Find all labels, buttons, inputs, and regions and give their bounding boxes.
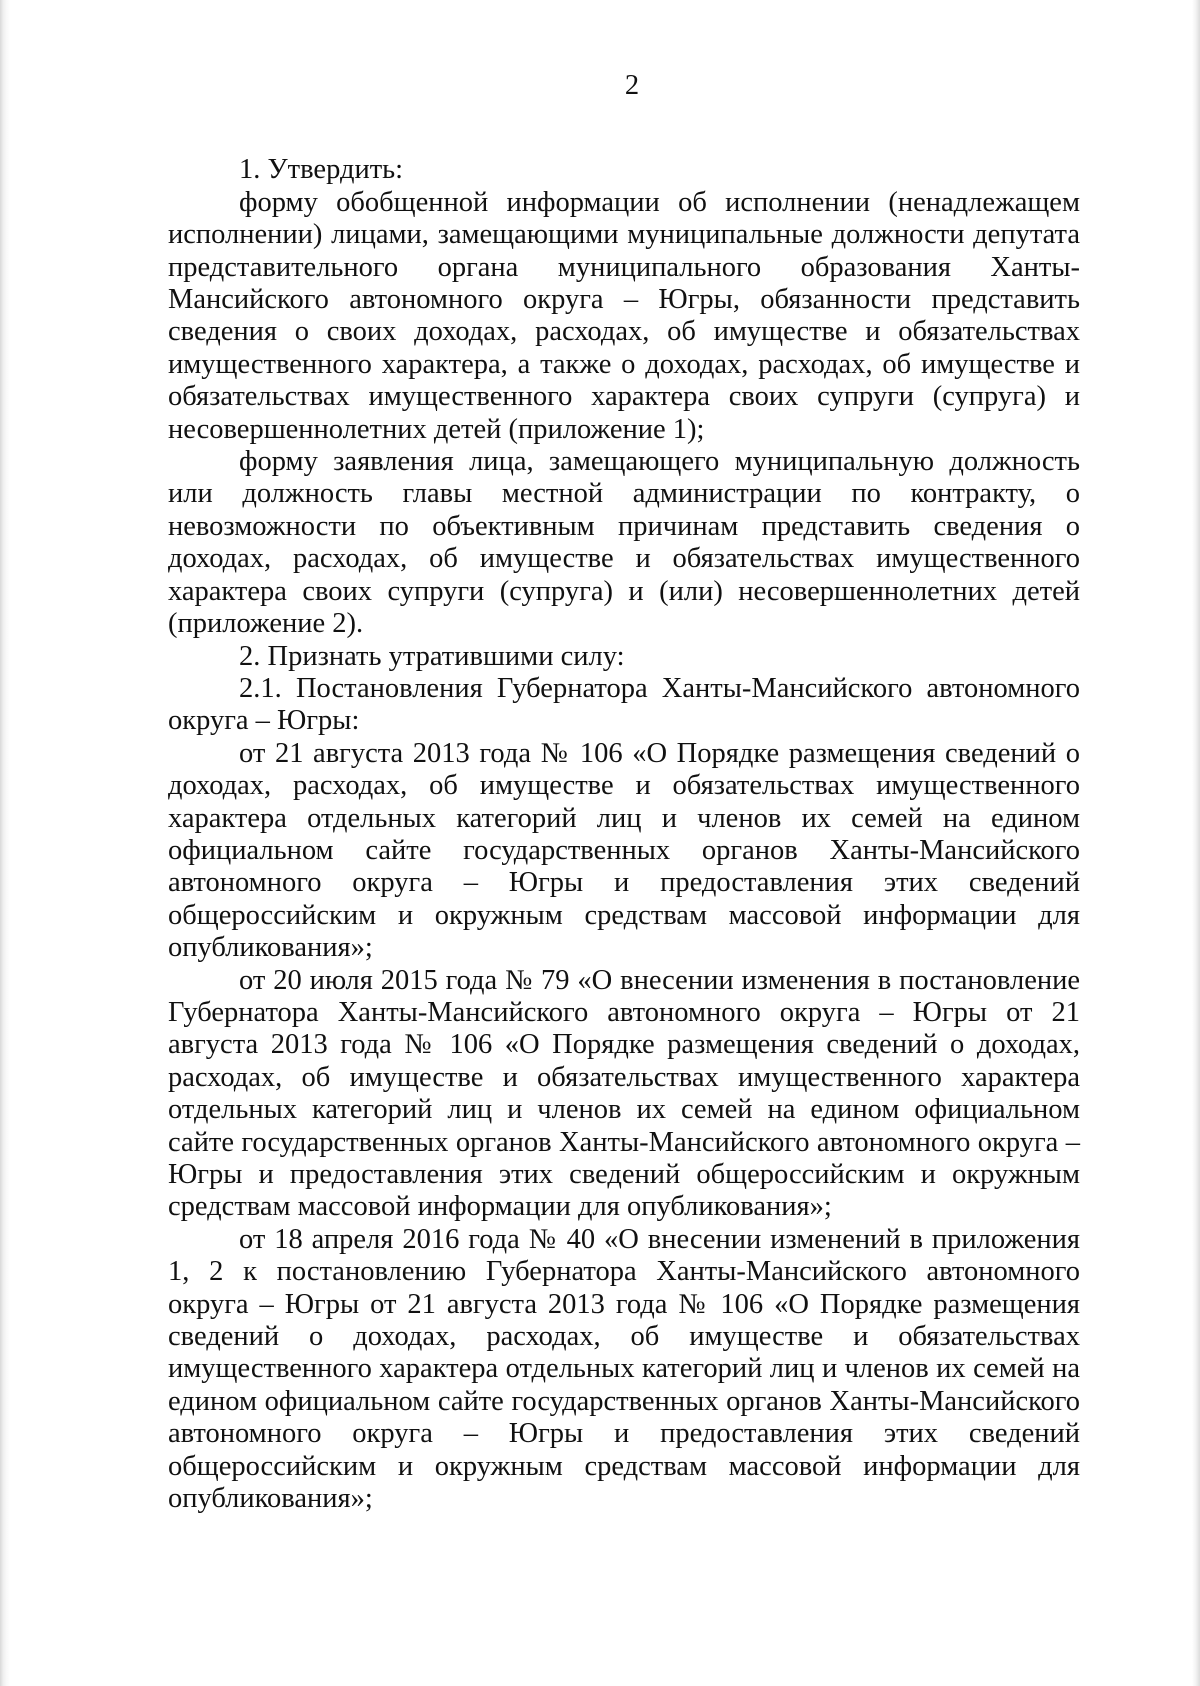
paragraph-approve-heading: 1. Утвердить: xyxy=(239,154,404,186)
document-page xyxy=(168,70,1080,1515)
paragraph-form-statement: форму заявления лица, замещающего муниципальную должность или должность главы местной администрации по контракту, о невозможности по объективным причинам представить сведения о доходах, расходах, об имуществе и обязательствах имущественного характера своих супруги (супруга) и (или) несовершеннолетних детей (приложение 2). xyxy=(168,446,1080,640)
paragraph-form-generalized-info: форму обобщенной информации об исполнении (ненадлежащем исполнении) лицами, замещающими муниципальные должности депутата представительного органа муниципального образования Ханты-Мансийского автономного округа – Югры, обязанности представить сведения о своих доходах, расходах, об имуществе и обязательствах имущественного характера, а также о доходах, расходах, об имуществе и обязательствах имущественного характера своих супруги (супруга) и несовершеннолетних детей (приложение 1); xyxy=(168,186,1080,445)
page-number: 2 xyxy=(624,70,640,101)
paragraph-invalidate-heading: 2. Признать утратившими силу: xyxy=(239,640,625,672)
paragraph-resolution-2016-40: от 18 апреля 2016 года № 40 «О внесении изменений в приложения 1, 2 к постановлению Губернатора Ханты-Мансийского автономного округа – Югры от 21 августа 2013 года № 106 «О Порядке размещения сведений о доходах, расходах, об имуществе и обязательствах имущественного характера отдельных категорий лиц и членов их семей на едином официальном сайте государственных органов Ханты-Мансийского автономного округа – Югры и предоставления этих сведений общероссийским и окружным средствам массовой информации для опубликования»; xyxy=(168,1223,1080,1515)
scan-edge-left xyxy=(0,0,10,1686)
scan-edge-right xyxy=(1192,0,1200,1686)
paragraph-resolution-2013-106: от 21 августа 2013 года № 106 «О Порядке размещения сведений о доходах, расходах, об имуществе и обязательствах имущественного характера отдельных категорий лиц и членов их семей на едином официальном сайте государственных органов Ханты-Мансийского автономного округа – Югры и предоставления этих сведений общероссийским и окружным средствам массовой информации для опубликования»; xyxy=(168,737,1080,964)
paragraph-resolution-2015-79: от 20 июля 2015 года № 79 «О внесении изменения в постановление Губернатора Ханты-Мансийского автономного округа – Югры от 21 августа 2013 года № 106 «О Порядке размещения сведений о доходах, расходах, об имуществе и обязательствах имущественного характера отдельных категорий лиц и членов их семей на едином официальном сайте государственных органов Ханты-Мансийского автономного округа – Югры и предоставления этих сведений общероссийским и окружным средствам массовой информации для опубликования»; xyxy=(168,964,1080,1223)
paragraph-governor-resolutions: 2.1. Постановления Губернатора Ханты-Мансийского автономного округа – Югры: xyxy=(168,672,1080,737)
